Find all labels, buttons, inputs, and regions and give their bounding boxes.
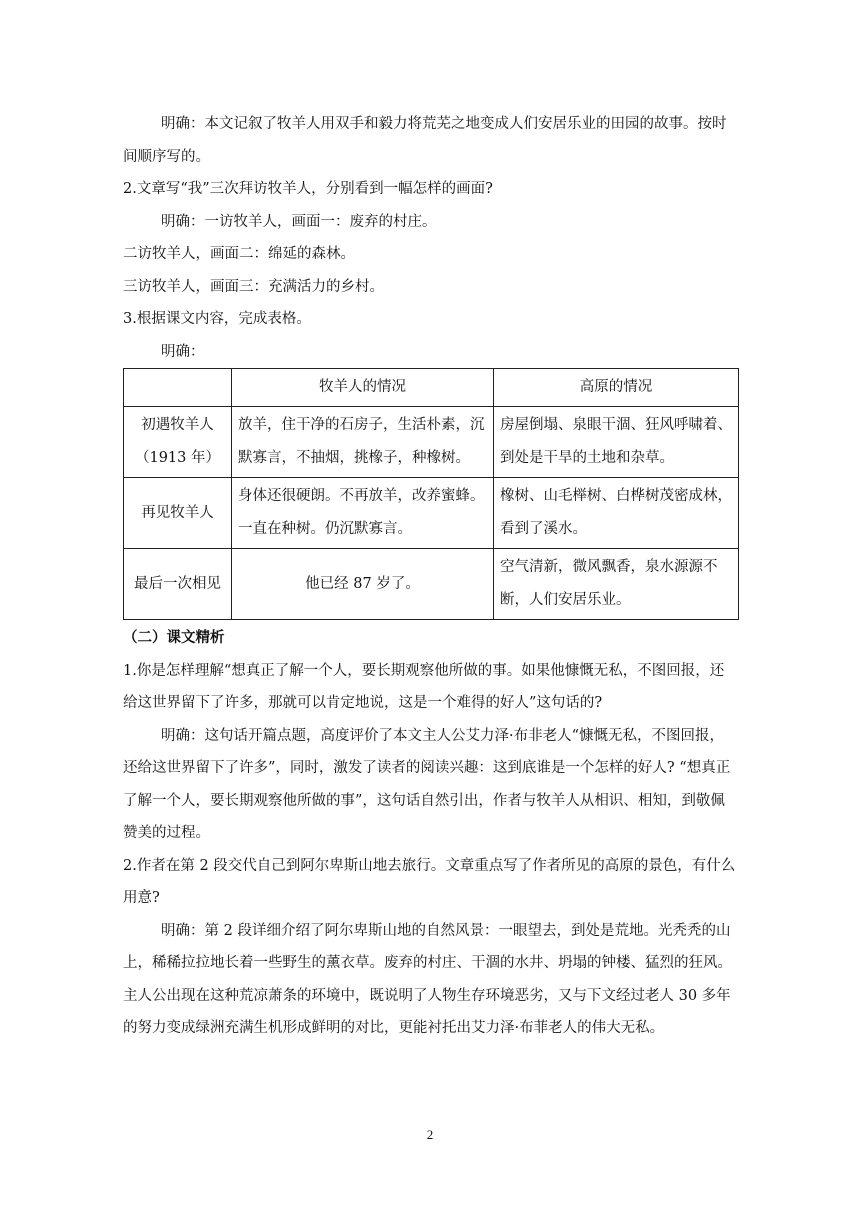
answer-paragraph: 明确：这句话开篇点题，高度评价了本文主人公艾力泽·布非老人“慷慨无私，不图回报，还给这世界留下了许多”，同时，激发了读者的阅读兴趣：这到底谁是一个怎样的好人? “想真正了解一个人，要长期观察他所做的事”，这句话自然引出，作者与牧羊人从相识、相知，到敬佩赞美的过程。 [123, 727, 731, 841]
table-header-row [124, 369, 739, 407]
table-cell: 房屋倒塌、泉眼干涸、狂风呼啸着、到处是干旱的土地和杂草。 [494, 407, 739, 478]
question-paragraph: 1.你是怎样理解“想真正了解一个人，要长期观察他所做的事。如果他慷慨无私，不图回报，还给这世界留下了许多，那就可以肯定地说，这是一个难得的好人”这句话的? [123, 662, 725, 711]
question-paragraph: 3.根据课文内容，完成表格。 [123, 311, 311, 327]
table-row [124, 549, 739, 620]
answer-paragraph: 明确：本文记叙了牧羊人用双手和毅力将荒芜之地变成人们安居乐业的田园的故事。按时间顺序写的。 [123, 116, 727, 165]
comparison-table [123, 368, 739, 620]
table-cell: 身体还很硬朗。不再放羊，改养蜜蜂。一直在种树。仍沉默寡言。 [232, 478, 494, 549]
table-cell: 放羊，住干净的石房子，生活朴素，沉默寡言，不抽烟，挑橡子，种橡树。 [232, 407, 494, 478]
row-label-line: （1913 年） [134, 450, 220, 466]
page-content [123, 108, 738, 1045]
table-header-cell [124, 369, 232, 407]
row-label-line: 初遇牧羊人 [141, 417, 214, 433]
table-header-cell: 牧羊人的情况 [232, 369, 494, 407]
table-row [124, 407, 739, 478]
table-cell: 空气清新，微风飘香，泉水源源不断，人们安居乐业。 [494, 549, 739, 620]
answer-label: 明确： [161, 343, 205, 360]
table-row-label [124, 407, 232, 478]
question-paragraph: 2.文章写“我”三次拜访牧羊人，分别看到一幅怎样的画面? [123, 181, 493, 197]
top-paragraphs [123, 108, 738, 368]
table-row-label [124, 549, 232, 620]
answer-paragraph: 明确：第 2 段详细介绍了阿尔卑斯山地的自然风景：一眼望去，到处是荒地。光秃秃的山上，稀稀拉拉地长着一些野生的薰衣草。废弃的村庄、干涸的水井、坍塌的钟楼、猛烈的狂风。主人公出现在这种荒凉萧条的环境中，既说明了人物生存环境恶劣，又与下文经过老人 30 多年的努力变成绿洲充满生机形成鲜明的对比，更能衬托出艾力泽·布菲老人的伟大无私。 [123, 922, 732, 1036]
text-paragraph: 三访牧羊人，画面三：充满活力的乡村。 [123, 278, 384, 295]
table-row-label [124, 478, 232, 549]
table-header-cell: 高原的情况 [494, 369, 739, 407]
table-cell: 橡树、山毛榉树、白桦树茂密成林，看到了溪水。 [494, 478, 739, 549]
table-row [124, 478, 739, 549]
table-cell: 他已经 87 岁了。 [232, 549, 494, 620]
page-number: 2 [426, 1127, 434, 1142]
section-heading: （二）课文精析 [123, 629, 225, 646]
answer-paragraph: 明确：一访牧羊人，画面一：废弃的村庄。 [161, 213, 437, 230]
text-paragraph: 二访牧羊人，画面二：绵延的森林。 [123, 246, 355, 262]
bottom-paragraphs [123, 655, 738, 1045]
question-paragraph: 2.作者在第 2 段交代自己到阿尔卑斯山地去旅行。文章重点写了作者所见的高原的景色，有什么用意? [123, 857, 736, 906]
row-label-line: 再见牧羊人 [141, 504, 214, 521]
row-label-line: 最后一次相见 [134, 575, 221, 592]
